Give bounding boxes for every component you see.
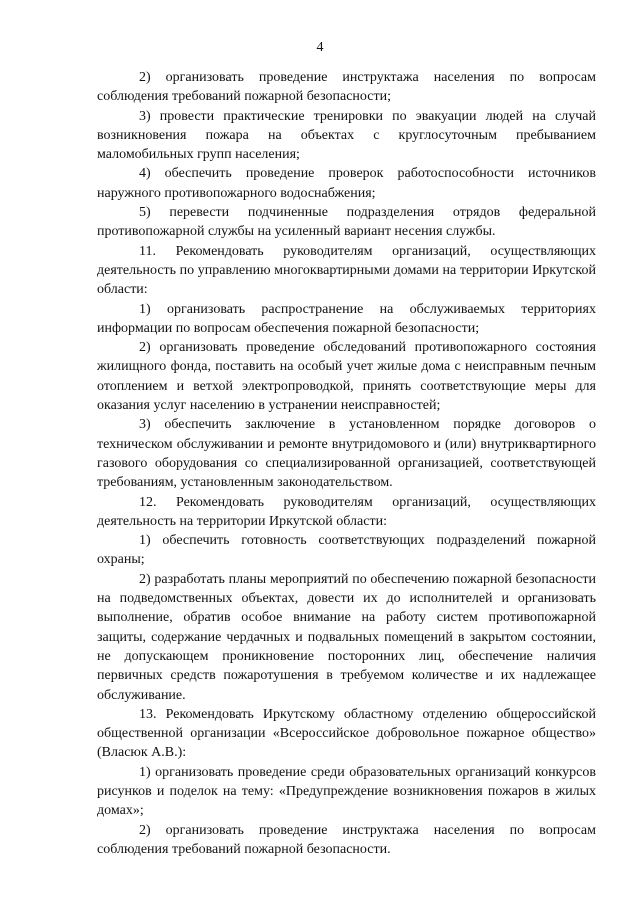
paragraph-section-11-item-3: 3) обеспечить заключение в установленном порядке договоров о техническом обслуживании и ремонте внутридомового и (или) внутриквартирного газового оборудования со специализированной организацией, соответствующей требованиям, установленным законодательством.	[97, 417, 596, 491]
paragraph-section-11-item-2: 2) организовать проведение обследований противопожарного состояния жилищного фонда, поставить на особый учет жилые дома с неисправным печным отоплением и ветхой электропроводкой, принять соответствующие меры для оказания услуг населению в устранении неисправностей;	[97, 340, 596, 414]
paragraph-item-3: 3) провести практические тренировки по эвакуации людей на случай возникновения пожара на объектах с круглосуточным пребыванием маломобильных групп населения;	[97, 108, 596, 163]
paragraph-section-11: 11. Рекомендовать руководителям организаций, осуществляющих деятельность по управлению многоквартирными домами на территории Иркутской области:	[97, 243, 596, 298]
paragraph-section-13: 13. Рекомендовать Иркутскому областному отделению общероссийской общественной организации «Всероссийское добровольное пожарное общество» (Власюк А.В.):	[97, 706, 596, 761]
paragraph-item-4: 4) обеспечить проведение проверок работоспособности источников наружного противопожарного водоснабжения;	[97, 166, 596, 201]
paragraph-section-12: 12. Рекомендовать руководителям организаций, осуществляющих деятельность на территории Иркутской области:	[97, 494, 596, 529]
paragraph-section-11-item-1: 1) организовать распространение на обслуживаемых территориях информации по вопросам обеспечения пожарной безопасности;	[97, 301, 596, 336]
paragraph-section-12-item-1: 1) обеспечить готовность соответствующих подразделений пожарной охраны;	[97, 533, 596, 568]
page-number: 4	[316, 40, 324, 55]
paragraph-item-2: 2) организовать проведение инструктажа населения по вопросам соблюдения требований пожарной безопасности;	[97, 70, 596, 105]
paragraph-section-13-item-2: 2) организовать проведение инструктажа населения по вопросам соблюдения требований пожарной безопасности.	[97, 822, 596, 857]
document-body	[97, 68, 596, 859]
paragraph-section-12-item-2: 2) разработать планы мероприятий по обеспечению пожарной безопасности на подведомственных объектах, довести их до исполнителей и организовать выполнение, обратив особое внимание на работу систем противопожарной защиты, содержание чердачных и подвальных помещений в закрытом состоянии, не допускающем проникновение посторонних лиц, обеспечение наличия первичных средств пожаротушения в требуемом количестве и их надлежащее обслуживание.	[97, 571, 596, 703]
paragraph-section-13-item-1: 1) организовать проведение среди образовательных организаций конкурсов рисунков и поделок на тему: «Предупреждение возникновения пожаров в жилых домах»;	[97, 764, 596, 819]
paragraph-item-5: 5) перевести подчиненные подразделения отрядов федеральной противопожарной службы на усиленный вариант несения службы.	[97, 205, 596, 240]
